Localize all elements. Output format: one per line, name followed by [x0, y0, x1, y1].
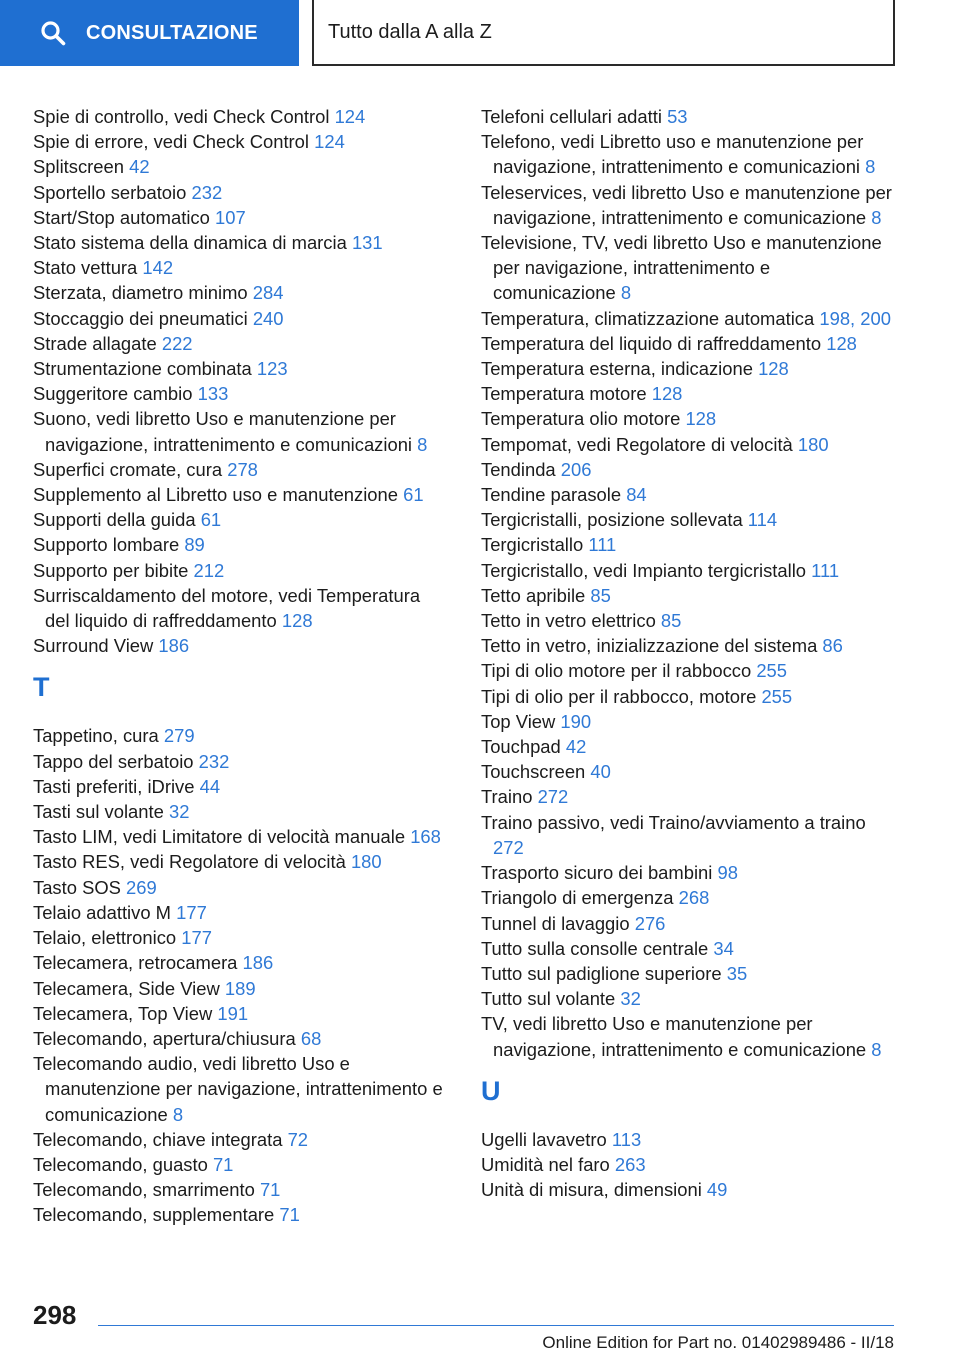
index-entry — [33, 1177, 443, 1202]
index-entry — [33, 875, 443, 900]
page-number: 298 — [33, 1300, 77, 1330]
page-reference-link[interactable]: 8 — [871, 1038, 882, 1060]
index-entry — [33, 154, 443, 179]
page-reference-link[interactable]: 89 — [184, 534, 205, 556]
index-entry-text: Tendine parasole — [481, 484, 622, 506]
index-entry-text: Telecomando audio, vedi libretto Uso e manutenzione per navigazione, intrattenimento e comunicazione — [33, 1053, 443, 1125]
index-entry-text: Telecomando, supplementare — [33, 1204, 275, 1226]
page-reference-link[interactable]: 191 — [217, 1002, 249, 1024]
index-entry — [481, 381, 893, 406]
index-entry-text: Strumentazione combinata — [33, 358, 252, 380]
index-entry — [481, 1152, 893, 1177]
index-column-right — [481, 104, 893, 1202]
index-entry — [33, 749, 443, 774]
index-entry-text: Telefono, vedi Libretto uso e manutenzione per navigazione, intrattenimento e comunicazioni — [481, 131, 864, 178]
index-entry — [33, 255, 443, 280]
page-reference-link[interactable]: 8 — [871, 206, 882, 228]
index-entry — [481, 432, 893, 457]
page-reference-link[interactable]: 180 — [350, 851, 382, 873]
index-entry — [481, 331, 893, 356]
index-entry — [33, 1202, 443, 1227]
page-reference-link[interactable]: 71 — [279, 1204, 300, 1226]
index-entry-text: Televisione, TV, vedi libretto Uso e manutenzione per navigazione, intrattenimento e comunicazione — [481, 232, 882, 304]
index-entry-text: Temperatura del liquido di raffreddamento — [481, 332, 822, 354]
index-entry-text: Telecamera, Top View — [33, 1002, 213, 1024]
index-entry-text: Suggeritore cambio — [33, 383, 193, 405]
index-entry-text: Spie di controllo, vedi Check Control — [33, 106, 330, 127]
index-entry-text: Strade allagate — [33, 332, 157, 354]
page-reference-link[interactable]: 128 — [685, 408, 717, 430]
page-reference-link[interactable]: 212 — [193, 559, 225, 581]
index-entry-text: Surriscaldamento del motore, vedi Temperatura del liquido di raffreddamento — [33, 584, 421, 632]
page-reference-link[interactable]: 53 — [667, 106, 688, 127]
index-entry-text: Sportello serbatoio — [33, 181, 187, 203]
page-reference-link[interactable]: 284 — [252, 282, 284, 304]
page-reference-link[interactable]: 186 — [242, 952, 274, 974]
page-reference-link[interactable]: 142 — [142, 257, 174, 279]
page-reference-link[interactable]: 278 — [227, 458, 258, 480]
page-reference-link[interactable]: 123 — [256, 358, 288, 380]
index-entry-text: Tergicristallo — [481, 534, 584, 556]
index-entry — [481, 961, 893, 986]
index-entry — [481, 1011, 893, 1061]
page-reference-link[interactable]: 8 — [865, 156, 876, 178]
index-entry-text: Tetto apribile — [481, 584, 586, 606]
page-reference-link[interactable]: 131 — [351, 232, 383, 254]
index-entry-text: Tergicristallo, vedi Impianto tergicristallo — [481, 559, 807, 581]
index-entry-text: Telaio, elettronico — [33, 927, 177, 949]
page-reference-link[interactable]: 49 — [706, 1179, 728, 1201]
index-entry — [33, 205, 443, 230]
index-entry — [33, 280, 443, 305]
page-reference-link[interactable]: 276 — [634, 912, 666, 934]
index-entry-text: Tappetino, cura — [33, 725, 159, 747]
index-entry — [33, 1152, 443, 1177]
index-entry — [33, 230, 443, 255]
page-reference-link[interactable]: 40 — [590, 761, 611, 783]
consultazione-tab[interactable] — [0, 0, 299, 66]
page-reference-link[interactable]: 198, 200 — [819, 307, 891, 329]
index-entry — [481, 406, 893, 431]
index-entry — [481, 885, 893, 910]
index-entry-text: Tunnel di lavaggio — [481, 912, 630, 934]
index-entry — [481, 810, 893, 860]
page-reference-link[interactable]: 177 — [181, 927, 212, 949]
index-entry-text: Traino — [481, 786, 533, 808]
index-entry — [481, 860, 893, 885]
index-entry-text: Superfici cromate, cura — [33, 458, 223, 480]
index-entry-text: Tasto SOS — [33, 876, 121, 898]
index-entry — [481, 784, 893, 809]
index-entry-text: Touchpad — [481, 736, 561, 758]
page-reference-link[interactable]: 189 — [224, 977, 256, 999]
page-reference-link[interactable]: 71 — [259, 1179, 281, 1201]
index-entry — [33, 723, 443, 748]
index-entry-text: Telecomando, guasto — [33, 1153, 208, 1175]
index-entry — [481, 759, 893, 784]
index-entry — [481, 1177, 893, 1202]
page-reference-link[interactable]: 61 — [200, 509, 222, 531]
index-entry-text: Telecomando, chiave integrata — [33, 1128, 283, 1150]
page-reference-link[interactable]: 240 — [252, 307, 284, 329]
index-entry — [481, 633, 893, 658]
page-reference-link[interactable]: 186 — [158, 635, 190, 657]
index-entry-text: Teleservices, vedi libretto Uso e manutenzione per navigazione, intrattenimento e comunicazione — [481, 181, 892, 228]
index-entry-text: Tutto sul volante — [481, 988, 616, 1010]
page-reference-link[interactable]: 44 — [199, 775, 221, 797]
index-entry — [33, 849, 443, 874]
index-entry — [481, 104, 893, 129]
index-entry-text: Tetto in vetro elettrico — [481, 610, 656, 632]
index-entry — [33, 532, 443, 557]
index-entry — [481, 684, 893, 709]
index-entry-text: Tipi di olio per il rabbocco, motore — [481, 685, 757, 707]
index-entry-text: Tasti sul volante — [33, 801, 164, 823]
index-letter-heading: T — [33, 672, 50, 703]
index-entry — [33, 976, 443, 1001]
page-reference-link[interactable]: 8 — [172, 1103, 184, 1125]
page-reference-link[interactable]: 272 — [537, 786, 569, 808]
index-entry — [481, 532, 893, 557]
index-entry — [33, 331, 443, 356]
page-reference-link[interactable]: 190 — [560, 710, 592, 732]
index-entry-text: Trasporto sicuro dei bambini — [481, 862, 713, 884]
index-entry-text: Tipi di olio motore per il rabbocco — [481, 660, 752, 682]
page-reference-link[interactable]: 255 — [761, 685, 793, 707]
index-entry-text: Start/Stop automatico — [33, 206, 210, 228]
index-entry-text: Traino passivo, vedi Traino/avviamento a traino — [481, 811, 866, 833]
page-reference-link[interactable]: 113 — [611, 1128, 642, 1150]
index-entry — [481, 936, 893, 961]
index-entry-text: Spie di errore, vedi Check Control — [33, 131, 309, 153]
index-entry — [481, 230, 893, 306]
index-entry — [481, 482, 893, 507]
index-entry — [481, 709, 893, 734]
index-entry-text: Supporto per bibite — [33, 559, 189, 581]
index-entry — [33, 356, 443, 381]
index-entry-text: Tasto LIM, vedi Limitatore di velocità manuale — [33, 826, 406, 848]
index-entry — [33, 180, 443, 205]
footer-divider — [98, 1325, 894, 1326]
index-column-left — [33, 104, 443, 1228]
page-reference-link[interactable]: 133 — [197, 383, 229, 405]
index-entry-text: Ugelli lavavetro — [481, 1128, 607, 1150]
index-entry-text: Tasti preferiti, iDrive — [33, 775, 195, 797]
index-entry-text: Stato vettura — [33, 257, 138, 279]
index-entry-text: Unità di misura, dimensioni — [481, 1179, 702, 1201]
index-entry-text: Surround View — [33, 635, 154, 657]
page-reference-link[interactable]: 269 — [126, 876, 157, 898]
page-reference-link[interactable]: 85 — [660, 610, 682, 632]
index-entry — [481, 583, 893, 608]
index-entry-text: Temperatura motore — [481, 383, 647, 405]
index-entry — [33, 406, 443, 456]
page-reference-link[interactable]: 42 — [565, 736, 587, 758]
page-reference-link[interactable]: 128 — [758, 358, 789, 380]
index-entry-text: Tergicristalli, posizione sollevata — [481, 509, 743, 531]
index-entry — [33, 129, 443, 154]
page-reference-link[interactable]: 114 — [747, 509, 778, 531]
index-entry-text: Supporto lombare — [33, 534, 180, 556]
page-reference-link[interactable]: 72 — [287, 1128, 309, 1150]
index-entry-text: Tasto RES, vedi Regolatore di velocità — [33, 851, 346, 873]
page-reference-link[interactable]: 111 — [588, 534, 617, 556]
index-entry — [33, 1001, 443, 1026]
page-reference-link[interactable]: 124 — [314, 131, 345, 153]
index-entry-text: Temperatura olio motore — [481, 408, 681, 430]
index-entry — [481, 356, 893, 381]
page-reference-link[interactable]: 84 — [626, 484, 647, 506]
index-entry-text: Telecamera, retrocamera — [33, 952, 238, 974]
index-entry — [33, 1127, 443, 1152]
index-entry-text: Top View — [481, 710, 556, 732]
edition-text: Online Edition for Part no. 01402989486 - II/18 — [542, 1333, 894, 1352]
page-reference-link[interactable]: 128 — [651, 383, 683, 405]
index-entry — [481, 457, 893, 482]
index-letter-heading: U — [481, 1075, 501, 1106]
page-reference-link[interactable]: 268 — [678, 887, 710, 909]
index-entry-text: Touchscreen — [481, 761, 586, 783]
page-reference-link[interactable]: 98 — [717, 862, 738, 884]
index-entry — [33, 306, 443, 331]
page-reference-link[interactable]: 86 — [822, 635, 843, 657]
section-title: Tutto dalla A alla Z — [312, 0, 895, 66]
consultazione-tab-label: CONSULTAZIONE — [86, 21, 258, 44]
index-entry — [33, 583, 443, 633]
index-entry-text: TV, vedi libretto Uso e manutenzione per navigazione, intrattenimento e comunicazione — [481, 1013, 867, 1060]
index-entry-text: Sterzata, diametro minimo — [33, 282, 248, 304]
page-reference-link[interactable]: 107 — [214, 206, 246, 228]
index-entry-text: Temperatura esterna, indicazione — [481, 358, 753, 380]
index-entry-text: Telecamera, Side View — [33, 977, 220, 999]
index-entry-text: Suono, vedi libretto Uso e manutenzione per navigazione, intrattenimento e comunicazioni — [33, 408, 413, 455]
index-entry — [481, 129, 893, 179]
page-reference-link[interactable]: 68 — [300, 1027, 322, 1049]
index-entry — [33, 900, 443, 925]
index-entry-text: Splitscreen — [33, 156, 124, 178]
search-icon — [40, 20, 66, 46]
page-reference-link[interactable]: 8 — [620, 282, 632, 304]
index-entry — [481, 558, 893, 583]
index-entry — [33, 104, 443, 129]
index-entry — [33, 950, 443, 975]
index-entry — [33, 774, 443, 799]
index-entry — [33, 824, 443, 849]
index-entry-text: Supporti della guida — [33, 509, 196, 531]
index-entry — [481, 608, 893, 633]
page-reference-link[interactable]: 32 — [620, 988, 641, 1010]
index-entry — [33, 507, 443, 532]
page-header — [0, 0, 960, 66]
page-reference-link[interactable]: 180 — [797, 433, 829, 455]
index-entry — [33, 633, 443, 658]
index-entry — [33, 925, 443, 950]
page-reference-link[interactable]: 32 — [168, 801, 190, 823]
index-entry-text: Tutto sul padiglione superiore — [481, 962, 722, 984]
index-entry-text: Temperatura, climatizzazione automatica — [481, 307, 815, 329]
index-entry-text: Tempomat, vedi Regolatore di velocità — [481, 433, 793, 455]
index-entry-text: Telefoni cellulari adatti — [481, 106, 662, 127]
index-entry-text: Supplemento al Libretto uso e manutenzione — [33, 484, 398, 506]
index-entry-text: Umidità nel faro — [481, 1153, 610, 1175]
page-reference-link[interactable]: 232 — [191, 181, 223, 203]
page-reference-link[interactable]: 8 — [417, 433, 428, 455]
index-entry — [481, 986, 893, 1011]
index-entry — [33, 1051, 443, 1127]
page-reference-link[interactable]: 255 — [756, 660, 788, 682]
page-reference-link[interactable]: 71 — [212, 1153, 234, 1175]
index-entry — [33, 1026, 443, 1051]
page-reference-link[interactable]: 111 — [811, 559, 840, 581]
page-reference-link[interactable]: 128 — [826, 332, 857, 354]
page-reference-link[interactable]: 124 — [334, 106, 366, 127]
index-entry — [481, 1127, 893, 1152]
index-entry-text: Stato sistema della dinamica di marcia — [33, 232, 347, 254]
index-entry — [33, 558, 443, 583]
index-entry-text: Tutto sulla consolle centrale — [481, 937, 709, 959]
page-reference-link[interactable]: 128 — [281, 610, 313, 632]
page-reference-link[interactable]: 232 — [198, 750, 230, 772]
index-entry-text: Telecomando, smarrimento — [33, 1179, 255, 1201]
index-entry-text: Stoccaggio dei pneumatici — [33, 307, 248, 329]
page-reference-link[interactable]: 168 — [410, 826, 441, 848]
page-reference-link[interactable]: 272 — [493, 836, 524, 858]
index-entry — [481, 658, 893, 683]
index-entry — [481, 306, 893, 331]
index-entry — [481, 911, 893, 936]
index-entry — [481, 507, 893, 532]
page-reference-link[interactable]: 206 — [560, 458, 592, 480]
page-reference-link[interactable]: 42 — [129, 156, 150, 178]
index-entry-text: Tappo del serbatoio — [33, 750, 194, 772]
page-reference-link[interactable]: 85 — [590, 584, 611, 606]
page-reference-link[interactable]: 61 — [403, 484, 424, 506]
index-entry — [33, 482, 443, 507]
page-reference-link[interactable]: 222 — [161, 332, 193, 354]
index-entry-text: Telaio adattivo M — [33, 901, 172, 923]
index-entry — [481, 734, 893, 759]
index-entry-text: Triangolo di emergenza — [481, 887, 674, 909]
page-reference-link[interactable]: 34 — [713, 937, 734, 959]
page-footer — [0, 1296, 960, 1362]
page-reference-link[interactable]: 35 — [726, 962, 748, 984]
index-entry — [481, 180, 893, 230]
index-entry — [33, 799, 443, 824]
index-entry-text: Tetto in vetro, inizializzazione del sistema — [481, 635, 818, 657]
page-reference-link[interactable]: 177 — [176, 901, 207, 923]
page-reference-link[interactable]: 279 — [163, 725, 195, 747]
index-entry — [33, 381, 443, 406]
page-reference-link[interactable]: 263 — [614, 1153, 646, 1175]
index-entry — [33, 457, 443, 482]
index-entry-text: Telecomando, apertura/chiusura — [33, 1027, 296, 1049]
index-entry-text: Tendinda — [481, 458, 556, 480]
